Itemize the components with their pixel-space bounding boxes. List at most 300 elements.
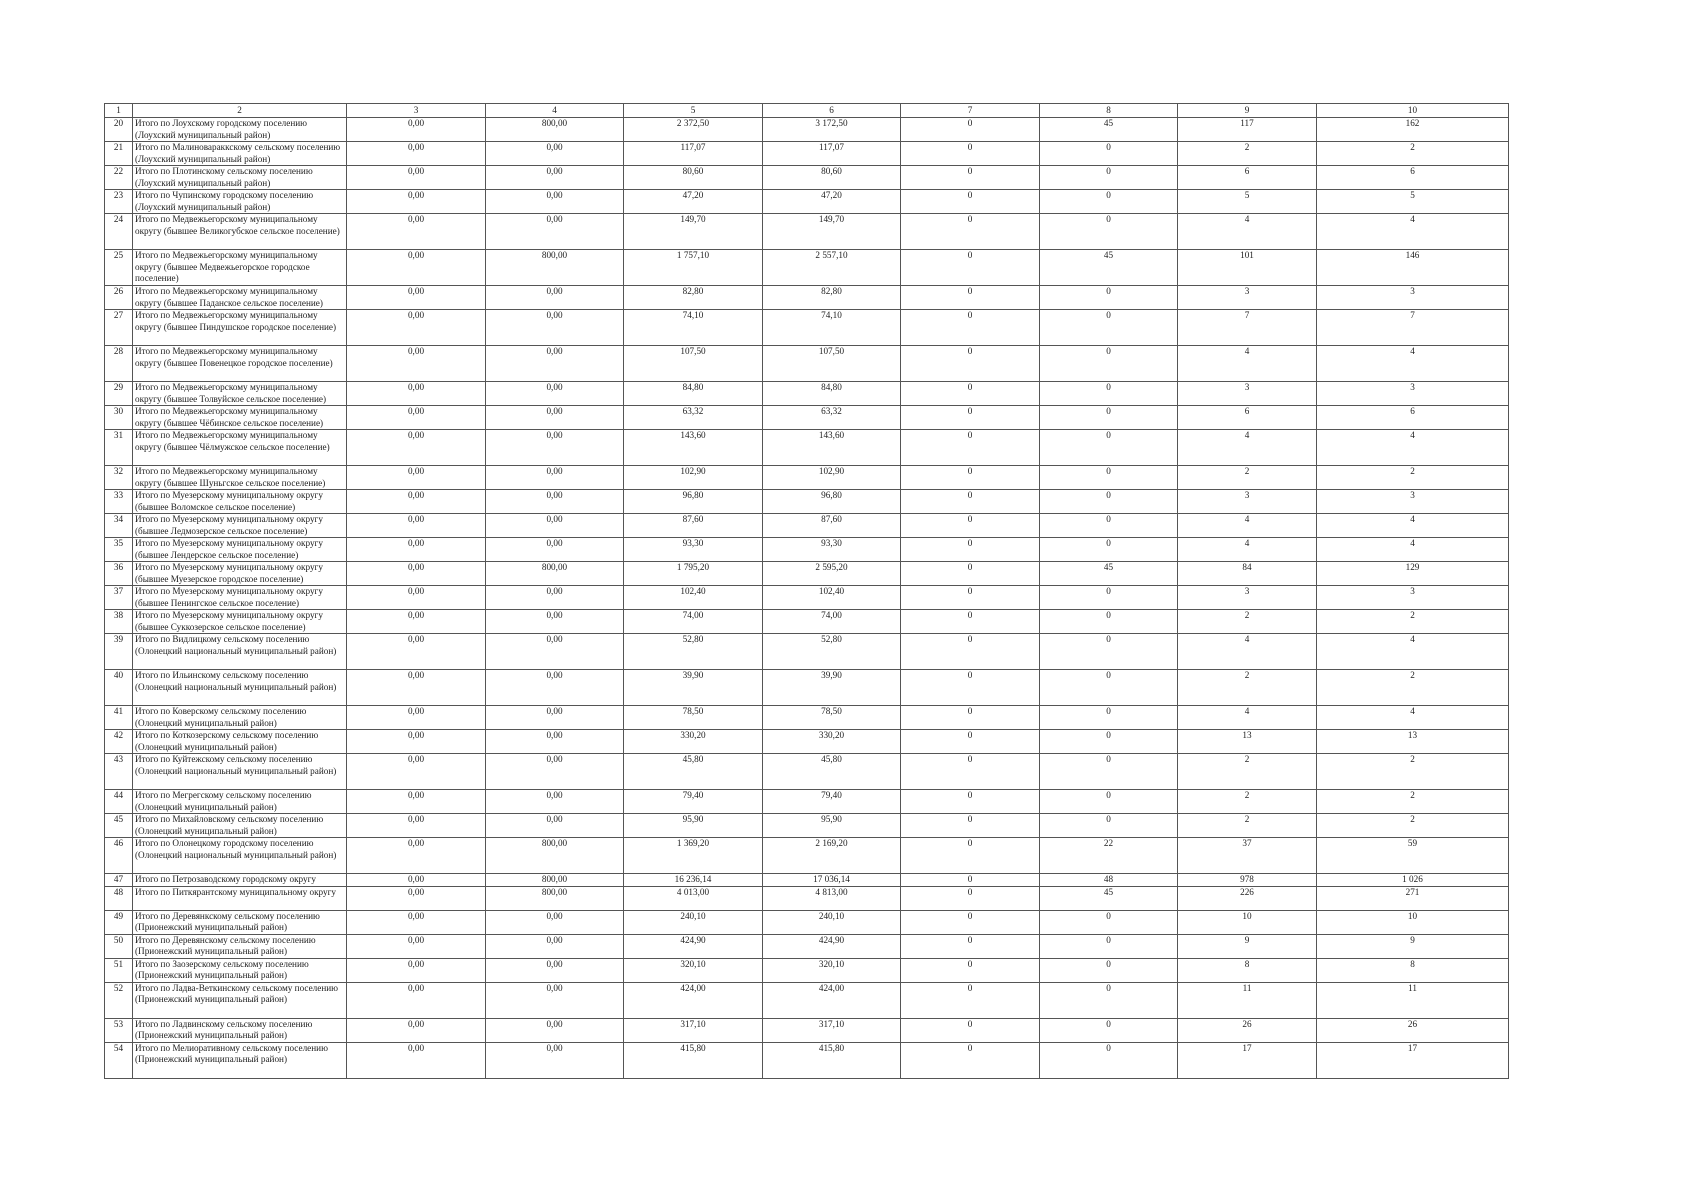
row-number-cell: 21	[105, 142, 133, 166]
value-cell-col5: 424,90	[624, 934, 763, 958]
value-cell-col4: 800,00	[486, 874, 624, 887]
value-cell-col4: 0,00	[486, 514, 624, 538]
row-number-cell: 30	[105, 406, 133, 430]
value-cell-col5: 93,30	[624, 538, 763, 562]
value-cell-col7: 0	[901, 790, 1040, 814]
value-cell-col9: 84	[1178, 562, 1317, 586]
row-name-cell: Итого по Чупинскому городскому поселению (Лоухский муниципальный район)	[133, 190, 347, 214]
row-number-cell: 53	[105, 1018, 133, 1042]
value-cell-col6: 47,20	[763, 190, 901, 214]
value-cell-col7: 0	[901, 910, 1040, 934]
value-cell-col9: 2	[1178, 754, 1317, 790]
value-cell-col7: 0	[901, 838, 1040, 874]
row-name-cell: Итого по Ладвинскому сельскому поселению (Прионежский муниципальный район)	[133, 1018, 347, 1042]
value-cell-col5: 79,40	[624, 790, 763, 814]
value-cell-col5: 317,10	[624, 1018, 763, 1042]
value-cell-col4: 0,00	[486, 958, 624, 982]
row-number-cell: 51	[105, 958, 133, 982]
value-cell-col6: 2 169,20	[763, 838, 901, 874]
value-cell-col7: 0	[901, 250, 1040, 286]
value-cell-col9: 11	[1178, 982, 1317, 1018]
value-cell-col9: 2	[1178, 814, 1317, 838]
value-cell-col4: 800,00	[486, 118, 624, 142]
value-cell-col4: 800,00	[486, 250, 624, 286]
row-number-cell: 54	[105, 1042, 133, 1078]
row-number-cell: 40	[105, 670, 133, 706]
value-cell-col8: 0	[1040, 1018, 1178, 1042]
value-cell-col8: 0	[1040, 286, 1178, 310]
row-number-cell: 32	[105, 466, 133, 490]
row-name-cell: Итого по Медвежьегорскому муниципальному округу (бывшее Чёбинское сельское поселение)	[133, 406, 347, 430]
row-number-cell: 29	[105, 382, 133, 406]
table-row	[105, 490, 1509, 514]
value-cell-col8: 0	[1040, 1042, 1178, 1078]
value-cell-col6: 107,50	[763, 346, 901, 382]
row-number-cell: 20	[105, 118, 133, 142]
row-name-cell: Итого по Коткозерскому сельскому поселению (Олонецкий муниципальный район)	[133, 730, 347, 754]
value-cell-col9: 9	[1178, 934, 1317, 958]
value-cell-col3: 0,00	[347, 586, 486, 610]
value-cell-col7: 0	[901, 1042, 1040, 1078]
value-cell-col8: 0	[1040, 406, 1178, 430]
table-row	[105, 670, 1509, 706]
value-cell-col10: 2	[1317, 610, 1509, 634]
value-cell-col3: 0,00	[347, 310, 486, 346]
table-row	[105, 706, 1509, 730]
value-cell-col5: 2 372,50	[624, 118, 763, 142]
value-cell-col5: 415,80	[624, 1042, 763, 1078]
row-number-cell: 37	[105, 586, 133, 610]
value-cell-col3: 0,00	[347, 910, 486, 934]
value-cell-col10: 4	[1317, 634, 1509, 670]
value-cell-col8: 0	[1040, 982, 1178, 1018]
row-name-cell: Итого по Медвежьегорскому муниципальному округу (бывшее Чёлмужское сельское поселение)	[133, 430, 347, 466]
value-cell-col4: 0,00	[486, 346, 624, 382]
value-cell-col8: 45	[1040, 886, 1178, 910]
table-row	[105, 934, 1509, 958]
value-cell-col9: 4	[1178, 538, 1317, 562]
value-cell-col5: 1 795,20	[624, 562, 763, 586]
value-cell-col3: 0,00	[347, 790, 486, 814]
value-cell-col7: 0	[901, 814, 1040, 838]
value-cell-col7: 0	[901, 634, 1040, 670]
value-cell-col4: 0,00	[486, 490, 624, 514]
value-cell-col4: 0,00	[486, 910, 624, 934]
row-number-cell: 43	[105, 754, 133, 790]
value-cell-col5: 78,50	[624, 706, 763, 730]
col-header-2: 2	[133, 104, 347, 118]
value-cell-col4: 0,00	[486, 730, 624, 754]
row-name-cell: Итого по Медвежьегорскому муниципальному округу (бывшее Медвежьегорское городское поселение)	[133, 250, 347, 286]
value-cell-col7: 0	[901, 514, 1040, 538]
value-cell-col7: 0	[901, 490, 1040, 514]
value-cell-col3: 0,00	[347, 958, 486, 982]
value-cell-col10: 9	[1317, 934, 1509, 958]
value-cell-col9: 7	[1178, 310, 1317, 346]
value-cell-col8: 0	[1040, 430, 1178, 466]
value-cell-col3: 0,00	[347, 1042, 486, 1078]
value-cell-col6: 74,00	[763, 610, 901, 634]
table-row	[105, 1042, 1509, 1078]
value-cell-col8: 0	[1040, 958, 1178, 982]
value-cell-col8: 0	[1040, 490, 1178, 514]
value-cell-col4: 0,00	[486, 382, 624, 406]
value-cell-col5: 47,20	[624, 190, 763, 214]
row-number-cell: 22	[105, 166, 133, 190]
value-cell-col6: 80,60	[763, 166, 901, 190]
value-cell-col9: 3	[1178, 286, 1317, 310]
value-cell-col9: 37	[1178, 838, 1317, 874]
data-table	[104, 103, 1509, 1079]
row-name-cell: Итого по Медвежьегорскому муниципальному округу (бывшее Повенецкое городское поселение)	[133, 346, 347, 382]
row-name-cell: Итого по Муезерскому муниципальному округу (бывшее Пенингское сельское поселение)	[133, 586, 347, 610]
table-row	[105, 730, 1509, 754]
table-row	[105, 838, 1509, 874]
row-name-cell: Итого по Деревянкскому сельскому поселению (Прионежский муниципальный район)	[133, 910, 347, 934]
col-header-8: 8	[1040, 104, 1178, 118]
value-cell-col5: 63,32	[624, 406, 763, 430]
value-cell-col8: 0	[1040, 142, 1178, 166]
value-cell-col8: 22	[1040, 838, 1178, 874]
value-cell-col5: 240,10	[624, 910, 763, 934]
value-cell-col6: 415,80	[763, 1042, 901, 1078]
table-row	[105, 790, 1509, 814]
value-cell-col7: 0	[901, 586, 1040, 610]
value-cell-col9: 2	[1178, 142, 1317, 166]
value-cell-col6: 74,10	[763, 310, 901, 346]
value-cell-col3: 0,00	[347, 514, 486, 538]
value-cell-col3: 0,00	[347, 814, 486, 838]
value-cell-col3: 0,00	[347, 982, 486, 1018]
row-number-cell: 36	[105, 562, 133, 586]
value-cell-col5: 4 013,00	[624, 886, 763, 910]
row-name-cell: Итого по Куйтежскому сельскому поселению (Олонецкий национальный муниципальный район)	[133, 754, 347, 790]
value-cell-col6: 95,90	[763, 814, 901, 838]
row-name-cell: Итого по Олонецкому городскому поселению (Олонецкий национальный муниципальный район)	[133, 838, 347, 874]
row-number-cell: 45	[105, 814, 133, 838]
value-cell-col6: 4 813,00	[763, 886, 901, 910]
value-cell-col10: 7	[1317, 310, 1509, 346]
row-name-cell: Итого по Плотинскому сельскому поселению (Лоухский муниципальный район)	[133, 166, 347, 190]
value-cell-col3: 0,00	[347, 142, 486, 166]
value-cell-col7: 0	[901, 214, 1040, 250]
value-cell-col9: 10	[1178, 910, 1317, 934]
value-cell-col4: 0,00	[486, 634, 624, 670]
row-number-cell: 35	[105, 538, 133, 562]
row-number-cell: 42	[105, 730, 133, 754]
value-cell-col4: 0,00	[486, 706, 624, 730]
table-row	[105, 430, 1509, 466]
value-cell-col5: 82,80	[624, 286, 763, 310]
value-cell-col5: 330,20	[624, 730, 763, 754]
value-cell-col9: 8	[1178, 958, 1317, 982]
col-header-9: 9	[1178, 104, 1317, 118]
table-row	[105, 346, 1509, 382]
value-cell-col8: 0	[1040, 190, 1178, 214]
col-header-5: 5	[624, 104, 763, 118]
value-cell-col3: 0,00	[347, 382, 486, 406]
value-cell-col9: 4	[1178, 514, 1317, 538]
value-cell-col6: 143,60	[763, 430, 901, 466]
table-row	[105, 1018, 1509, 1042]
value-cell-col3: 0,00	[347, 538, 486, 562]
table-body	[105, 118, 1509, 1079]
value-cell-col6: 84,80	[763, 382, 901, 406]
value-cell-col8: 45	[1040, 250, 1178, 286]
row-name-cell: Итого по Малиновараккскому сельскому поселению (Лоухский муниципальный район)	[133, 142, 347, 166]
value-cell-col6: 2 595,20	[763, 562, 901, 586]
value-cell-col4: 0,00	[486, 190, 624, 214]
value-cell-col7: 0	[901, 670, 1040, 706]
row-number-cell: 39	[105, 634, 133, 670]
value-cell-col10: 271	[1317, 886, 1509, 910]
row-number-cell: 34	[105, 514, 133, 538]
value-cell-col7: 0	[901, 934, 1040, 958]
value-cell-col6: 45,80	[763, 754, 901, 790]
value-cell-col3: 0,00	[347, 838, 486, 874]
table-row	[105, 586, 1509, 610]
value-cell-col5: 87,60	[624, 514, 763, 538]
value-cell-col7: 0	[901, 754, 1040, 790]
row-number-cell: 23	[105, 190, 133, 214]
value-cell-col9: 2	[1178, 610, 1317, 634]
value-cell-col7: 0	[901, 538, 1040, 562]
value-cell-col9: 4	[1178, 430, 1317, 466]
value-cell-col4: 0,00	[486, 286, 624, 310]
value-cell-col10: 4	[1317, 214, 1509, 250]
value-cell-col5: 95,90	[624, 814, 763, 838]
value-cell-col4: 800,00	[486, 886, 624, 910]
value-cell-col9: 978	[1178, 874, 1317, 887]
value-cell-col6: 240,10	[763, 910, 901, 934]
table-row	[105, 562, 1509, 586]
table-row	[105, 910, 1509, 934]
table-row	[105, 286, 1509, 310]
value-cell-col3: 0,00	[347, 286, 486, 310]
table-row	[105, 538, 1509, 562]
value-cell-col10: 59	[1317, 838, 1509, 874]
value-cell-col10: 162	[1317, 118, 1509, 142]
value-cell-col8: 0	[1040, 814, 1178, 838]
value-cell-col6: 149,70	[763, 214, 901, 250]
table-row	[105, 814, 1509, 838]
value-cell-col5: 74,00	[624, 610, 763, 634]
col-header-1: 1	[105, 104, 133, 118]
value-cell-col8: 0	[1040, 634, 1178, 670]
row-number-cell: 28	[105, 346, 133, 382]
row-name-cell: Итого по Михайловскому сельскому поселению (Олонецкий муниципальный район)	[133, 814, 347, 838]
value-cell-col6: 2 557,10	[763, 250, 901, 286]
value-cell-col3: 0,00	[347, 430, 486, 466]
value-cell-col8: 0	[1040, 790, 1178, 814]
value-cell-col3: 0,00	[347, 874, 486, 887]
value-cell-col7: 0	[901, 730, 1040, 754]
row-name-cell: Итого по Деревянскому сельскому поселению (Прионежский муниципальный район)	[133, 934, 347, 958]
value-cell-col3: 0,00	[347, 490, 486, 514]
table-row	[105, 514, 1509, 538]
value-cell-col7: 0	[901, 874, 1040, 887]
row-number-cell: 33	[105, 490, 133, 514]
value-cell-col9: 13	[1178, 730, 1317, 754]
value-cell-col5: 107,50	[624, 346, 763, 382]
value-cell-col7: 0	[901, 430, 1040, 466]
header-row	[105, 104, 1509, 118]
value-cell-col6: 82,80	[763, 286, 901, 310]
value-cell-col8: 0	[1040, 346, 1178, 382]
value-cell-col6: 317,10	[763, 1018, 901, 1042]
value-cell-col8: 0	[1040, 910, 1178, 934]
value-cell-col10: 2	[1317, 790, 1509, 814]
value-cell-col3: 0,00	[347, 214, 486, 250]
value-cell-col10: 146	[1317, 250, 1509, 286]
row-number-cell: 38	[105, 610, 133, 634]
value-cell-col3: 0,00	[347, 634, 486, 670]
value-cell-col8: 0	[1040, 934, 1178, 958]
value-cell-col4: 0,00	[486, 1018, 624, 1042]
value-cell-col9: 3	[1178, 586, 1317, 610]
row-name-cell: Итого по Видлицкому сельскому поселению (Олонецкий национальный муниципальный район)	[133, 634, 347, 670]
row-name-cell: Итого по Медвежьегорскому муниципальному округу (бывшее Великогубское сельское поселение)	[133, 214, 347, 250]
value-cell-col6: 330,20	[763, 730, 901, 754]
value-cell-col9: 4	[1178, 214, 1317, 250]
value-cell-col10: 8	[1317, 958, 1509, 982]
value-cell-col10: 3	[1317, 586, 1509, 610]
value-cell-col5: 39,90	[624, 670, 763, 706]
value-cell-col4: 0,00	[486, 214, 624, 250]
row-number-cell: 31	[105, 430, 133, 466]
value-cell-col3: 0,00	[347, 934, 486, 958]
row-number-cell: 26	[105, 286, 133, 310]
value-cell-col6: 320,10	[763, 958, 901, 982]
value-cell-col4: 0,00	[486, 982, 624, 1018]
value-cell-col10: 129	[1317, 562, 1509, 586]
value-cell-col8: 0	[1040, 706, 1178, 730]
value-cell-col10: 3	[1317, 490, 1509, 514]
value-cell-col4: 0,00	[486, 466, 624, 490]
value-cell-col10: 6	[1317, 166, 1509, 190]
value-cell-col9: 5	[1178, 190, 1317, 214]
table-row	[105, 466, 1509, 490]
value-cell-col5: 102,90	[624, 466, 763, 490]
value-cell-col8: 45	[1040, 118, 1178, 142]
value-cell-col7: 0	[901, 382, 1040, 406]
value-cell-col8: 0	[1040, 670, 1178, 706]
row-name-cell: Итого по Ладва-Веткинскому сельскому поселению (Прионежский муниципальный район)	[133, 982, 347, 1018]
value-cell-col7: 0	[901, 286, 1040, 310]
row-name-cell: Итого по Муезерскому муниципальному округу (бывшее Муезерское городское поселение)	[133, 562, 347, 586]
value-cell-col10: 2	[1317, 814, 1509, 838]
col-header-3: 3	[347, 104, 486, 118]
value-cell-col7: 0	[901, 166, 1040, 190]
value-cell-col5: 74,10	[624, 310, 763, 346]
value-cell-col8: 0	[1040, 514, 1178, 538]
value-cell-col9: 26	[1178, 1018, 1317, 1042]
value-cell-col5: 16 236,14	[624, 874, 763, 887]
value-cell-col3: 0,00	[347, 670, 486, 706]
value-cell-col5: 320,10	[624, 958, 763, 982]
value-cell-col9: 2	[1178, 466, 1317, 490]
value-cell-col4: 0,00	[486, 538, 624, 562]
value-cell-col5: 143,60	[624, 430, 763, 466]
value-cell-col4: 0,00	[486, 934, 624, 958]
table-row	[105, 874, 1509, 887]
table-row	[105, 310, 1509, 346]
row-number-cell: 41	[105, 706, 133, 730]
value-cell-col7: 0	[901, 118, 1040, 142]
table-row	[105, 982, 1509, 1018]
value-cell-col3: 0,00	[347, 706, 486, 730]
row-number-cell: 50	[105, 934, 133, 958]
value-cell-col4: 0,00	[486, 406, 624, 430]
table-row	[105, 214, 1509, 250]
value-cell-col3: 0,00	[347, 346, 486, 382]
value-cell-col10: 4	[1317, 346, 1509, 382]
value-cell-col3: 0,00	[347, 250, 486, 286]
row-number-cell: 25	[105, 250, 133, 286]
value-cell-col10: 26	[1317, 1018, 1509, 1042]
row-number-cell: 49	[105, 910, 133, 934]
value-cell-col6: 39,90	[763, 670, 901, 706]
col-header-4: 4	[486, 104, 624, 118]
value-cell-col10: 4	[1317, 706, 1509, 730]
value-cell-col6: 102,90	[763, 466, 901, 490]
value-cell-col5: 80,60	[624, 166, 763, 190]
value-cell-col10: 11	[1317, 982, 1509, 1018]
value-cell-col8: 0	[1040, 466, 1178, 490]
value-cell-col10: 4	[1317, 538, 1509, 562]
row-number-cell: 48	[105, 886, 133, 910]
table-row	[105, 406, 1509, 430]
value-cell-col5: 1 369,20	[624, 838, 763, 874]
value-cell-col7: 0	[901, 346, 1040, 382]
row-name-cell: Итого по Петрозаводскому городскому округу	[133, 874, 347, 887]
value-cell-col6: 63,32	[763, 406, 901, 430]
value-cell-col8: 0	[1040, 310, 1178, 346]
value-cell-col3: 0,00	[347, 1018, 486, 1042]
value-cell-col8: 0	[1040, 166, 1178, 190]
value-cell-col5: 424,00	[624, 982, 763, 1018]
row-name-cell: Итого по Медвежьегорскому муниципальному округу (бывшее Пиндушское городское поселение)	[133, 310, 347, 346]
value-cell-col4: 0,00	[486, 430, 624, 466]
value-cell-col10: 2	[1317, 754, 1509, 790]
value-cell-col7: 0	[901, 142, 1040, 166]
value-cell-col9: 117	[1178, 118, 1317, 142]
value-cell-col9: 6	[1178, 166, 1317, 190]
table-row	[105, 886, 1509, 910]
value-cell-col5: 96,80	[624, 490, 763, 514]
value-cell-col8: 0	[1040, 610, 1178, 634]
value-cell-col8: 0	[1040, 538, 1178, 562]
value-cell-col10: 2	[1317, 466, 1509, 490]
value-cell-col7: 0	[901, 1018, 1040, 1042]
table-row	[105, 166, 1509, 190]
row-name-cell: Итого по Заозерскому сельскому поселению (Прионежский муниципальный район)	[133, 958, 347, 982]
value-cell-col4: 800,00	[486, 838, 624, 874]
value-cell-col10: 2	[1317, 142, 1509, 166]
row-name-cell: Итого по Мелиоративному сельскому поселению (Прионежский муниципальный район)	[133, 1042, 347, 1078]
row-name-cell: Итого по Медвежьегорскому муниципальному округу (бывшее Шуньгское сельское поселение)	[133, 466, 347, 490]
value-cell-col3: 0,00	[347, 406, 486, 430]
value-cell-col4: 800,00	[486, 562, 624, 586]
value-cell-col4: 0,00	[486, 754, 624, 790]
table-row	[105, 118, 1509, 142]
value-cell-col6: 87,60	[763, 514, 901, 538]
row-name-cell: Итого по Питкярантскому муниципальному округу	[133, 886, 347, 910]
value-cell-col6: 78,50	[763, 706, 901, 730]
value-cell-col10: 5	[1317, 190, 1509, 214]
value-cell-col10: 17	[1317, 1042, 1509, 1078]
table-row	[105, 190, 1509, 214]
